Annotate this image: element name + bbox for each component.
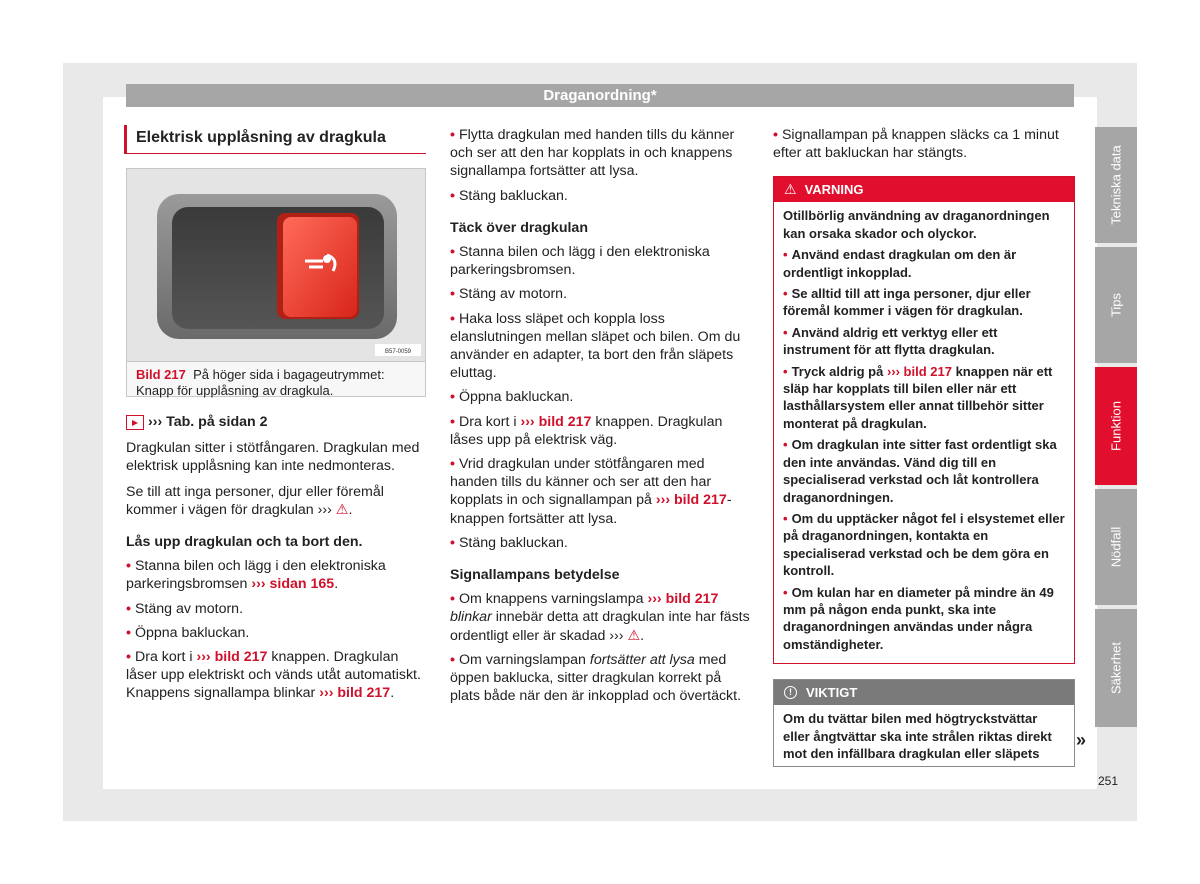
- column-right: [773, 126, 1075, 767]
- list-item: • Signallampan på knappen släcks ca 1 minut efter att bakluckan har stängts.: [773, 126, 1075, 162]
- figure-caption: [127, 362, 425, 404]
- note-header: [774, 680, 1074, 705]
- list-item: • Haka loss släpet och koppla loss elanslutningen mellan släpet och bilen. Om du använder en adapter, ta bort den från släpets eluttag.: [450, 310, 750, 383]
- subheading: Lås upp dragkulan och ta bort den.: [126, 534, 363, 551]
- figure-reference-link[interactable]: ››› bild 217: [647, 591, 719, 608]
- warning-item: • Tryck aldrig på ››› bild 217 knappen när ett släp har kopplats till bilen eller när ett lasthållarsystem eller annat tillbehör sitter monterat på dragkulan.: [783, 363, 1065, 433]
- page-number: 251: [1098, 774, 1119, 788]
- tab-nodfall[interactable]: Nödfall: [1095, 489, 1137, 605]
- tab-tips[interactable]: Tips: [1095, 247, 1137, 363]
- chapter-header: Draganordning*: [126, 84, 1074, 107]
- paragraph-warning-ref: Se till att inga personer, djur eller föremål kommer i vägen för dragkulan ››› ⚠.: [126, 483, 384, 518]
- table-reference[interactable]: [126, 413, 426, 431]
- figure-reference-link[interactable]: ››› bild 217: [520, 413, 592, 430]
- warning-label: VARNING: [804, 182, 864, 198]
- page-reference-link[interactable]: ››› sidan 165: [251, 576, 335, 593]
- warning-item: • Se alltid till att inga personer, djur eller föremål kommer i vägen för dragkulan.: [783, 285, 1065, 320]
- unlock-button-illustration: [127, 169, 425, 362]
- warning-item: • Använd endast dragkulan om den är ordentligt inkopplad.: [783, 246, 1065, 281]
- subheading: Täck över dragkulan: [450, 219, 588, 236]
- note-label: VIKTIGT: [806, 684, 858, 700]
- info-circle-icon: !: [784, 686, 797, 699]
- warning-body: [774, 202, 1074, 663]
- list-item: • Stanna bilen och lägg i den elektroniska parkeringsbromsen ››› sidan 165.: [126, 557, 426, 593]
- video-icon: [126, 415, 144, 430]
- table-reference-text: ››› Tab. på sidan 2: [148, 414, 268, 430]
- warning-intro: Otillbörlig användning av draganordningen kan orsaka skador och olyckor.: [783, 208, 1050, 241]
- warning-item: • Om kulan har en diameter på mindre än 49 mm på någon enda punkt, ska inte draganordningen användas under några omständigheter.: [783, 584, 1065, 654]
- figure-image: [127, 169, 425, 362]
- figure-reference-link[interactable]: ››› bild 217: [886, 363, 952, 379]
- warning-header: [774, 177, 1074, 202]
- figure-217: [126, 168, 426, 397]
- figure-label: Bild 217: [136, 367, 186, 382]
- column-middle: [450, 126, 750, 711]
- figure-caption-text: På höger sida i bagageutrymmet: Knapp för upplåsning av dragkula.: [136, 367, 385, 398]
- warning-triangle-icon: ⚠: [335, 501, 349, 518]
- subheading: Signallampans betydelse: [450, 567, 620, 584]
- list-item: • Stäng av motorn.: [126, 600, 426, 618]
- list-item: • Dra kort i ››› bild 217 knappen. Dragkulan låses upp på elektrisk väg.: [450, 413, 750, 449]
- column-left: [126, 125, 426, 709]
- list-item: • Om varningslampan fortsätter att lysa med öppen baklucka, sitter dragkulan korrekt på plats både när den är inkopplad och övertäckt.: [450, 651, 750, 706]
- warning-triangle-icon: ⚠: [627, 627, 641, 644]
- warning-box: [773, 176, 1075, 664]
- list-item: • Flytta dragkulan med handen tills du känner och ser att den har kopplats in och knappens signallampa fortsätter att lysa.: [450, 126, 750, 181]
- warning-item: • Om du upptäcker något fel i elsystemet eller på draganordningen, kontakta en specialiserad verkstad och be dem göra en kontroll.: [783, 510, 1065, 580]
- figure-reference-link[interactable]: ››› bild 217: [196, 649, 268, 666]
- figure-reference-link[interactable]: ››› bild 217: [655, 492, 727, 509]
- warning-item: • Om dragkulan inte sitter fast ordentligt ska den inte användas. Vänd dig till en specialiserad verkstad och låt kontrollera draganordningen.: [783, 436, 1065, 506]
- list-item: • Stanna bilen och lägg i den elektroniska parkeringsbromsen.: [450, 243, 750, 279]
- tab-tekniska-data[interactable]: Tekniska data: [1095, 127, 1137, 243]
- warning-triangle-icon: ⚠: [784, 181, 797, 198]
- list-item: • Öppna bakluckan.: [126, 624, 426, 642]
- list-item: • Vrid dragkulan under stötfångaren med handen tills du känner och ser att den har kopplats in och signallampan på ››› bild 217-knappen fortsätter att lysa.: [450, 455, 750, 528]
- figure-reference-link[interactable]: ››› bild 217: [319, 685, 391, 702]
- tab-sakerhet[interactable]: Säkerhet: [1095, 609, 1137, 727]
- list-item: • Stäng bakluckan.: [450, 534, 750, 552]
- list-item: • Stäng av motorn.: [450, 285, 750, 303]
- note-body: Om du tvättar bilen med högtryckstvättar eller ångtvättar ska inte strålen riktas direkt mot den infällbara dragkulan eller släpets: [783, 711, 1052, 761]
- continue-arrow-icon: »: [1076, 730, 1087, 750]
- figure-code: B57-0059: [384, 349, 412, 355]
- section-title: Elektrisk upplåsning av dragkula: [124, 125, 426, 154]
- tab-funktion[interactable]: Funktion: [1095, 367, 1137, 485]
- list-item: • Dra kort i ››› bild 217 knappen. Dragkulan låser upp elektriskt och vänds utåt automatiskt. Knappens signallampa blinkar ››› bild 217.: [126, 648, 426, 703]
- list-item: • Om knappens varningslampa ››› bild 217 blinkar innebär detta att dragkulan inte har fästs ordentligt eller är skadad ››› ⚠.: [450, 590, 750, 645]
- warning-item: • Använd aldrig ett verktyg eller ett instrument för att flytta dragkulan.: [783, 324, 1065, 359]
- note-box: [773, 679, 1075, 767]
- list-item: • Stäng bakluckan.: [450, 187, 750, 205]
- list-item: • Öppna bakluckan.: [450, 388, 750, 406]
- paragraph: Dragkulan sitter i stötfångaren. Dragkulan med elektrisk upplåsning kan inte nedmonteras.: [126, 440, 420, 475]
